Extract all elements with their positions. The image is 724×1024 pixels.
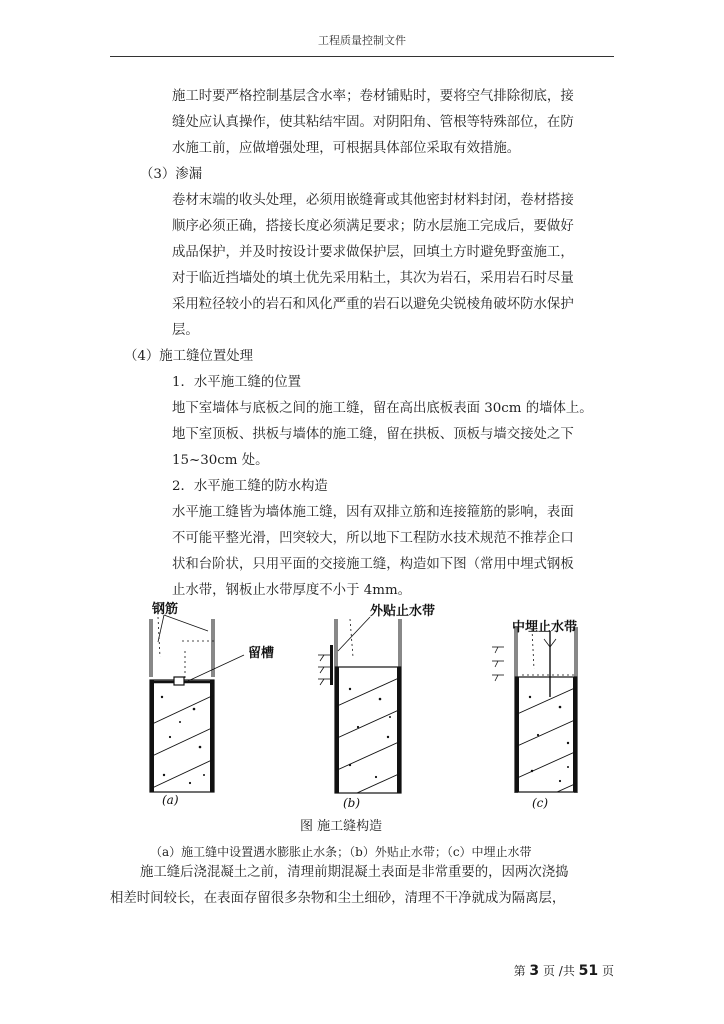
panel-c-label: (c) bbox=[532, 796, 549, 810]
page-suffix: 页 bbox=[601, 964, 614, 978]
text-line: 15~30cm 处。 bbox=[172, 453, 269, 468]
rebar-label: 钢筋 bbox=[152, 601, 179, 616]
figure-title: 图 施工缝构造 bbox=[300, 819, 383, 834]
section-heading: （3）渗漏 bbox=[140, 167, 203, 182]
text-line: 地下室墙体与底板之间的施工缝，留在高出底板表面 30cm 的墙体上。 bbox=[172, 401, 593, 416]
text-line: 施工缝后浇混凝土之前，清理前期混凝土表面是非常重要的，因两次浇捣 bbox=[140, 865, 569, 880]
page-mid: 页 /共 bbox=[542, 964, 575, 978]
subsection-heading: 1．水平施工缝的位置 bbox=[172, 375, 302, 390]
text-line: 止水带，钢板止水带厚度不小于 4mm。 bbox=[172, 583, 412, 598]
text-line: 状和台阶状，只用平面的交接施工缝，构造如下图（常用中埋式钢板 bbox=[172, 557, 574, 572]
text-line: 水施工前，应做增强处理，可根据具体部位采取有效措施。 bbox=[172, 141, 521, 156]
panel-c-drawing bbox=[492, 627, 577, 811]
panel-a-label: (a) bbox=[162, 793, 179, 807]
text-line: 水平施工缝皆为墙体施工缝，因有双排立筋和连接箍筋的影响，表面 bbox=[172, 505, 574, 520]
header-divider bbox=[110, 56, 614, 57]
panel-b-drawing bbox=[318, 617, 401, 803]
text-line: 不可能平整光滑，凹突较大，所以地下工程防水技术规范不推荐企口 bbox=[172, 531, 574, 546]
panel-b-label: (b) bbox=[343, 796, 361, 810]
figure-caption: （a）施工缝中设置遇水膨胀止水条；（b）外贴止水带；（c）中埋止水带 bbox=[150, 845, 532, 859]
text-line: 缝处应认真操作，使其粘结牢固。对阴阳角、管根等特殊部位，在防 bbox=[172, 115, 574, 130]
text-line: 施工时要严格控制基层含水率；卷材铺贴时，要将空气排除彻底，接 bbox=[172, 89, 574, 104]
page-number bbox=[514, 962, 614, 979]
page-header: 工程质量控制文件 bbox=[318, 34, 406, 47]
text-line: 层。 bbox=[172, 323, 199, 338]
panel-a-drawing bbox=[150, 615, 244, 815]
external-waterstop-label: 外贴止水带 bbox=[370, 603, 436, 618]
current-page: 3 bbox=[529, 963, 540, 979]
text-line: 成品保护，并及时按设计要求做保护层，回填土方时避免野蛮施工， bbox=[172, 245, 574, 260]
text-line: 卷材末端的收头处理，必须用嵌缝膏或其他密封材料封闭，卷材搭接 bbox=[172, 193, 574, 208]
groove-label: 留槽 bbox=[248, 645, 275, 660]
text-line: 地下室顶板、拱板与墙体的施工缝，留在拱板、顶板与墙交接处之下 bbox=[172, 427, 574, 442]
text-line: 顺序必须正确，搭接长度必须满足要求；防水层施工完成后，要做好 bbox=[172, 219, 574, 234]
text-line: 对于临近挡墙处的填土优先采用粘土，其次为岩石，采用岩石时尽量 bbox=[172, 271, 574, 286]
embedded-waterstop-label: 中埋止水带 bbox=[512, 619, 578, 634]
subsection-heading: 2．水平施工缝的防水构造 bbox=[172, 479, 328, 494]
section-heading: （4）施工缝位置处理 bbox=[124, 349, 254, 364]
text-line: 相差时间较长，在表面存留很多杂物和尘土细砂，清理不干净就成为隔离层， bbox=[110, 891, 566, 906]
text-line: 采用粒径较小的岩石和风化严重的岩石以避免尖锐棱角破坏防水保护 bbox=[172, 297, 574, 312]
total-pages: 51 bbox=[578, 963, 599, 979]
construction-joint-figure bbox=[140, 597, 620, 815]
page-prefix: 第 bbox=[513, 964, 526, 978]
